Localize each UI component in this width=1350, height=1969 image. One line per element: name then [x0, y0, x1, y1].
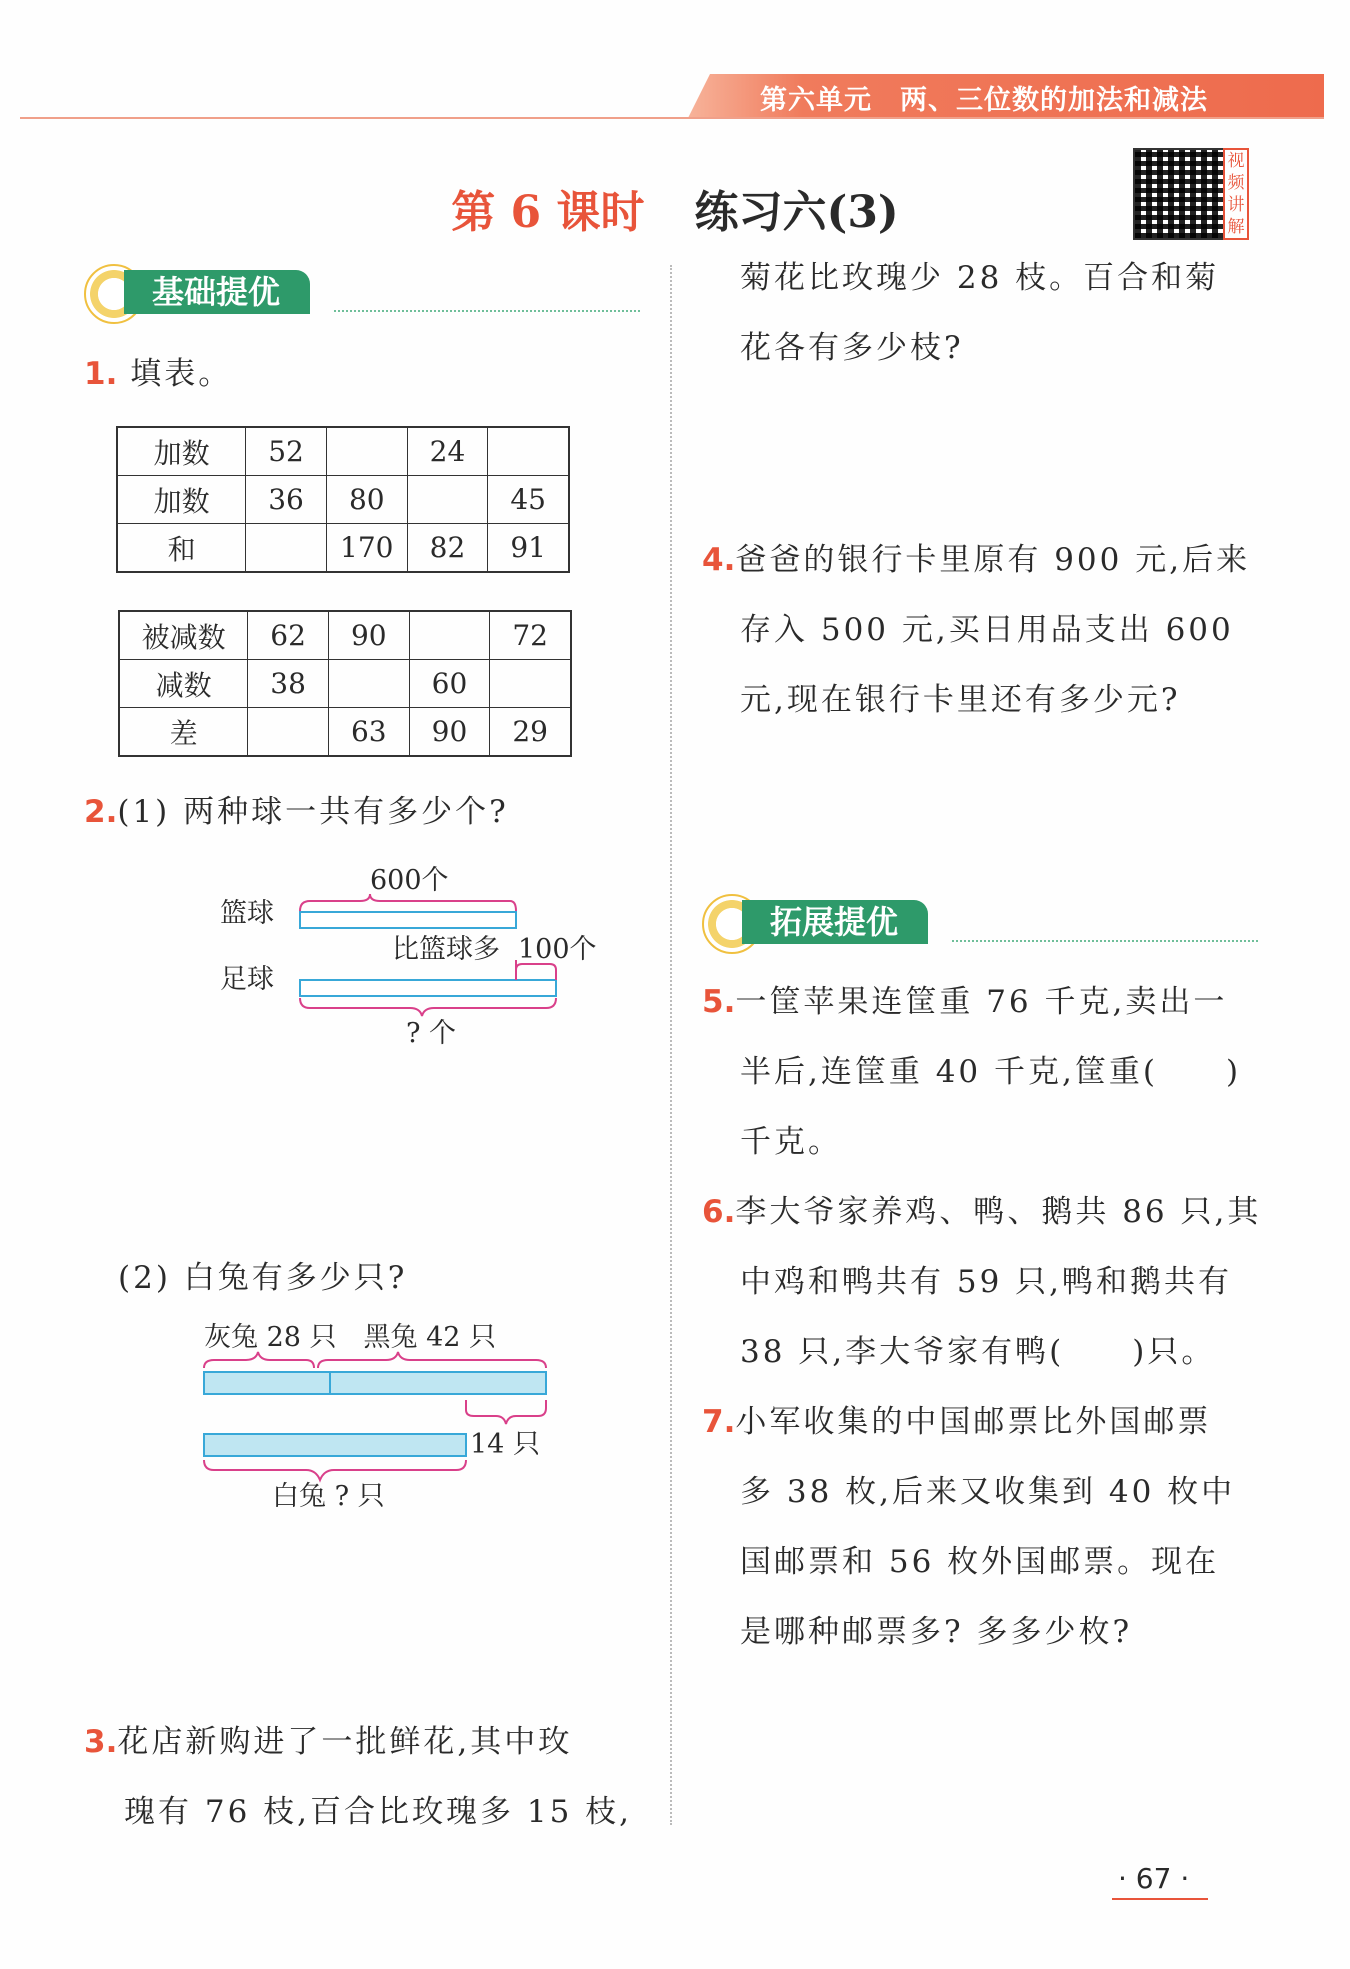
page-number: · 67 · [1118, 1862, 1190, 1895]
q2 [84, 796, 509, 828]
table-cell: 36 [246, 476, 327, 524]
q3-line-3: 菊花比玫瑰少 28 枝。百合和菊 [740, 260, 1220, 296]
q4-line-1 [702, 544, 1250, 576]
q5-text: 一筐苹果连筐重 76 千克,卖出一 [735, 984, 1228, 1020]
table-cell: 80 [326, 476, 407, 524]
table-cell: 60 [409, 660, 490, 708]
gray-black-bar [204, 1372, 546, 1394]
q3-number: 3. [84, 1724, 118, 1760]
table-cell: 90 [328, 611, 409, 660]
table-cell: 24 [407, 427, 488, 476]
q1 [84, 358, 232, 390]
brace-gray [204, 1352, 314, 1368]
table-cell[interactable] [326, 427, 407, 476]
table-cell[interactable] [409, 611, 490, 660]
brace-white [204, 1460, 466, 1480]
table-cell: 62 [248, 611, 329, 660]
section-rule [334, 310, 640, 312]
q1-text: 填表。 [130, 356, 233, 392]
table-row [119, 708, 571, 757]
q1-number: 1. [84, 356, 118, 392]
ball-total-label: ? 个 [406, 1018, 457, 1049]
table-cell: 减数 [119, 660, 248, 708]
ball-top-label: 600个 [370, 865, 449, 896]
q7-number: 7. [702, 1404, 736, 1440]
table-cell[interactable] [490, 660, 571, 708]
subtraction-table [118, 610, 572, 757]
white-rabbit-label: 白兔 ? 只 [272, 1481, 385, 1512]
diff-label: 14 只 [470, 1429, 540, 1460]
table-cell: 90 [409, 708, 490, 757]
q7-line-4: 是哪种邮票多? 多多少枚? [740, 1614, 1133, 1650]
q5-line-2: 半后,连筐重 40 千克,筐重( ) [740, 1054, 1242, 1090]
table-row [119, 611, 571, 660]
q7-line-2: 多 38 枚,后来又收集到 40 枚中 [740, 1474, 1236, 1510]
addition-table [116, 426, 570, 573]
table-cell: 差 [119, 708, 248, 757]
brace-top [300, 894, 516, 911]
q3-text: 花店新购进了一批鲜花,其中玫 [117, 1724, 573, 1760]
table-cell: 29 [490, 708, 571, 757]
table-cell[interactable] [328, 660, 409, 708]
video-tag: 视频讲解 [1223, 148, 1249, 240]
q5-number: 5. [702, 984, 736, 1020]
table-cell: 加数 [117, 427, 246, 476]
more-label: 比篮球多 [392, 934, 500, 965]
table-row [117, 476, 569, 524]
header-rule [20, 117, 1324, 119]
table-cell: 45 [488, 476, 569, 524]
q2-part2-text: (2) 白兔有多少只? [118, 1260, 408, 1296]
section-basic [84, 270, 644, 314]
q4-text: 爸爸的银行卡里原有 900 元,后来 [735, 542, 1251, 578]
table-cell: 被减数 [119, 611, 248, 660]
table-cell: 52 [246, 427, 327, 476]
table-cell[interactable] [246, 524, 327, 573]
extra-label: 100个 [518, 934, 597, 965]
page-number-underline [1112, 1898, 1208, 1900]
lesson-number: 第 6 课时 [451, 187, 645, 238]
q6-line-2: 中鸡和鸭共有 59 只,鸭和鹅共有 [740, 1264, 1233, 1300]
section-extend [702, 900, 1262, 944]
table-cell: 38 [248, 660, 329, 708]
q7-text: 小军收集的中国邮票比外国邮票 [735, 1404, 1212, 1440]
q2-number: 2. [84, 794, 118, 830]
lesson-name: 练习六(3) [694, 187, 899, 238]
brace-bottom [300, 998, 556, 1016]
table-cell[interactable] [488, 427, 569, 476]
q6-line-3: 38 只,李大爷家有鸭( )只。 [740, 1334, 1216, 1370]
brace-diff [466, 1400, 546, 1424]
basketball-label: 篮球 [220, 898, 274, 929]
table-cell[interactable] [248, 708, 329, 757]
table-cell: 63 [328, 708, 409, 757]
q4-number: 4. [702, 542, 736, 578]
q3-line-1 [84, 1726, 572, 1758]
table-cell: 72 [490, 611, 571, 660]
q7-line-1 [702, 1406, 1211, 1438]
section-rule [952, 940, 1258, 942]
q6-line-1 [702, 1196, 1261, 1228]
table-cell: 82 [407, 524, 488, 573]
q4-line-2: 存入 500 元,买日用品支出 600 [740, 612, 1234, 648]
q5-line-3: 千克。 [740, 1124, 842, 1160]
q3-line-4: 花各有多少枝? [740, 330, 964, 366]
football-label: 足球 [220, 964, 274, 995]
rabbit-diagram [196, 1320, 596, 1520]
table-row [119, 660, 571, 708]
q5-line-1 [702, 986, 1227, 1018]
white-rabbit-bar [204, 1434, 466, 1456]
brace-black [318, 1352, 546, 1368]
unit-title: 第六单元 两、三位数的加法和减法 [760, 85, 1208, 116]
section-basic-label: 基础提优 [124, 270, 310, 314]
ball-diagram [210, 856, 610, 1056]
q6-number: 6. [702, 1194, 736, 1230]
q3-line-2: 瑰有 76 枝,百合比玫瑰多 15 枝, [124, 1794, 633, 1830]
section-extend-label: 拓展提优 [742, 900, 928, 944]
column-divider [670, 265, 672, 1825]
basketball-bar [300, 912, 516, 928]
q4-line-3: 元,现在银行卡里还有多少元? [740, 682, 1181, 718]
table-cell: 170 [326, 524, 407, 573]
table-cell: 和 [117, 524, 246, 573]
football-bar [300, 980, 556, 996]
q6-text: 李大爷家养鸡、鸭、鹅共 86 只,其 [735, 1194, 1262, 1230]
table-cell[interactable] [407, 476, 488, 524]
rabbit-top-label: 灰兔 28 只 黑兔 42 只 [204, 1322, 497, 1353]
table-row [117, 427, 569, 476]
table-row [117, 524, 569, 573]
table-cell: 加数 [117, 476, 246, 524]
q7-line-3: 国邮票和 56 枚外国邮票。现在 [740, 1544, 1220, 1580]
table-cell: 91 [488, 524, 569, 573]
brace-extra [516, 960, 556, 980]
qr-code-icon[interactable] [1133, 148, 1225, 240]
q2-part1-text: (1) 两种球一共有多少个? [117, 794, 509, 830]
